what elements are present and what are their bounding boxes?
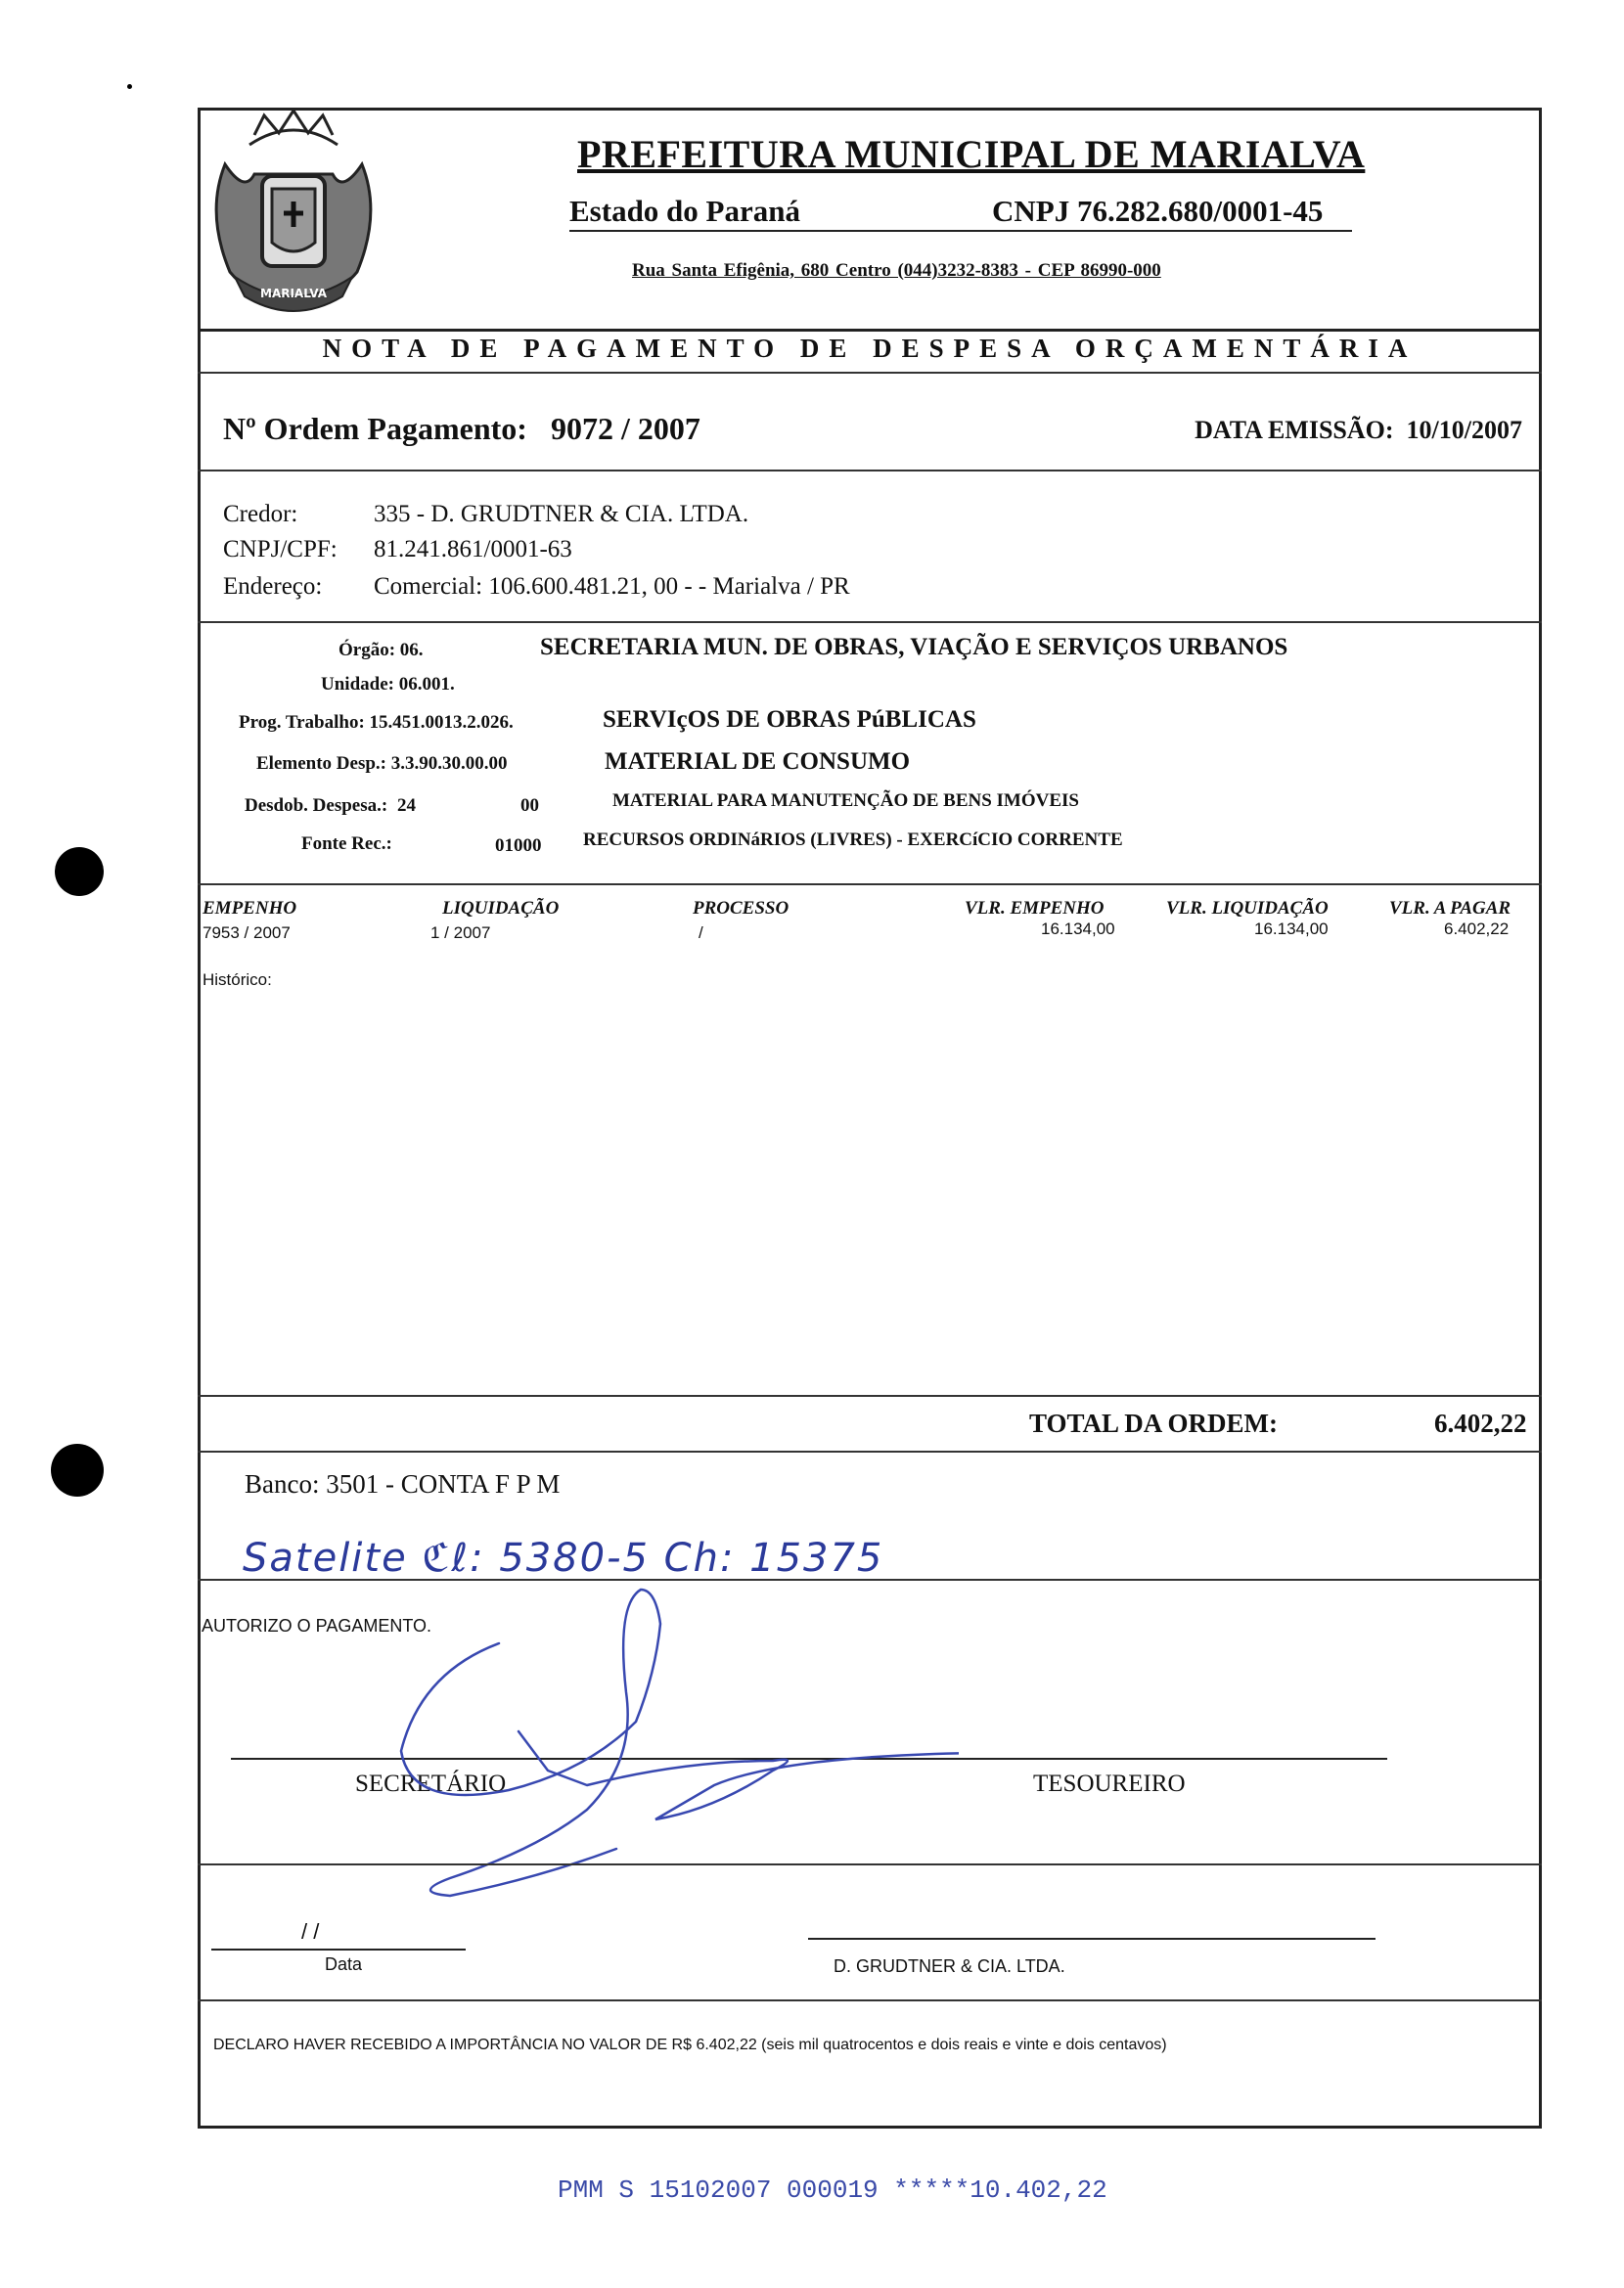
page-title: PREFEITURA MUNICIPAL DE MARIALVA xyxy=(577,132,1366,176)
cell-vlr-empenho: 16.134,00 xyxy=(1041,920,1115,938)
state-name: Estado do Paraná xyxy=(569,194,800,228)
cnpj-label: CNPJ/CPF: xyxy=(223,536,338,562)
historico-label: Histórico: xyxy=(203,970,272,989)
form-title: NOTA DE PAGAMENTO DE DESPESA ORÇAMENTÁRIA xyxy=(322,334,1418,363)
cnpj-value: 81.241.861/0001-63 xyxy=(374,536,572,562)
cell-liquidacao: 1 / 2007 xyxy=(430,923,491,942)
cell-empenho: 7953 / 2007 xyxy=(203,923,291,942)
secretario-label: SECRETÁRIO xyxy=(355,1771,507,1797)
punch-hole-top xyxy=(55,847,104,896)
handwritten-bank-note: Satelite ℭℓ: 5380-5 Ch: 15375 xyxy=(243,1536,884,1581)
desdob-code-1: 24 xyxy=(397,795,416,816)
fonte-name: RECURSOS ORDINáRIOS (LIVRES) - EXERCíCIO CORRENTE xyxy=(583,830,1123,850)
svg-text:MARIALVA: MARIALVA xyxy=(260,287,327,300)
receipt-declaration: DECLARO HAVER RECEBIDO A IMPORTÂNCIA NO VALOR DE R$ 6.402,22 (seis mil quatrocentos e dois reais e vinte e dois centavos) xyxy=(213,2037,1167,2053)
divider xyxy=(198,1999,1542,2001)
coat-of-arms-icon xyxy=(196,106,391,321)
col-header-processo: PROCESSO xyxy=(693,898,789,919)
endereco-value: Comercial: 106.600.481.21, 00 - - Marialva / PR xyxy=(374,573,850,600)
col-header-liquidacao: LIQUIDAÇÃO xyxy=(442,898,560,919)
municipality-address: Rua Santa Efigênia, 680 Centro (044)3232-8383 - CEP 86990-000 xyxy=(632,260,1161,281)
fonte-label: Fonte Rec.: xyxy=(301,833,392,854)
desdob-label: Desdob. Despesa.: xyxy=(245,795,388,816)
fonte-code: 01000 xyxy=(495,835,542,856)
cell-vlr-a-pagar: 6.402,22 xyxy=(1444,920,1510,938)
divider xyxy=(198,372,1542,374)
divider xyxy=(198,1395,1542,1397)
bank-label: Banco: 3501 - CONTA F P M xyxy=(245,1469,561,1499)
order-number: 9072 / 2007 xyxy=(550,411,700,446)
tesoureiro-label: TESOUREIRO xyxy=(1033,1771,1186,1797)
state-underline xyxy=(569,230,1352,232)
unidade-label: Unidade: 06.001. xyxy=(321,674,455,695)
divider xyxy=(198,470,1542,471)
credor-value: 335 - D. GRUDTNER & CIA. LTDA. xyxy=(374,501,749,527)
punch-hole-bottom xyxy=(51,1444,104,1497)
orgao-label: Órgão: 06. xyxy=(338,640,424,660)
col-header-empenho: EMPENHO xyxy=(203,898,297,919)
elemento-name: MATERIAL DE CONSUMO xyxy=(605,748,911,775)
signature-scribble xyxy=(391,1585,959,1907)
desdob-name: MATERIAL PARA MANUTENÇÃO DE BENS IMÓVEIS xyxy=(612,790,1079,811)
cell-vlr-liquidacao: 16.134,00 xyxy=(1254,920,1329,938)
company-signature-line xyxy=(808,1938,1376,1940)
col-header-vlr-empenho: VLR. EMPENHO xyxy=(965,898,1105,919)
elemento-label: Elemento Desp.: 3.3.90.30.00.00 xyxy=(256,753,508,774)
col-header-vlr-a-pagar: VLR. A PAGAR xyxy=(1389,898,1511,919)
prog-label: Prog. Trabalho: 15.451.0013.2.026. xyxy=(239,712,514,733)
orgao-name: SECRETARIA MUN. DE OBRAS, VIAÇÃO E SERVIÇOS URBANOS xyxy=(540,634,1288,660)
divider xyxy=(198,621,1542,623)
date-label: Data xyxy=(325,1954,363,1974)
total-label: TOTAL DA ORDEM: xyxy=(1029,1409,1279,1438)
divider xyxy=(198,1579,1542,1581)
prog-name: SERVIçOS DE OBRAS PúBLICAS xyxy=(603,706,976,733)
date-line xyxy=(211,1949,466,1951)
issue-date-value: 10/10/2007 xyxy=(1406,416,1522,444)
divider xyxy=(198,1863,1542,1865)
total-value: 6.402,22 xyxy=(1434,1409,1527,1438)
scan-speck xyxy=(127,84,132,89)
municipality-cnpj: CNPJ 76.282.680/0001-45 xyxy=(992,194,1324,228)
desdob-code-2: 00 xyxy=(520,795,539,816)
bank-stamp: PMM S 15102007 000019 *****10.402,22 xyxy=(558,2176,1107,2205)
authorize-label: AUTORIZO O PAGAMENTO. xyxy=(202,1616,432,1636)
company-name: D. GRUDTNER & CIA. LTDA. xyxy=(834,1956,1065,1976)
endereco-label: Endereço: xyxy=(223,573,323,600)
divider xyxy=(198,329,1542,332)
date-slashes: / / xyxy=(301,1919,320,1944)
col-header-vlr-liquidacao: VLR. LIQUIDAÇÃO xyxy=(1166,898,1329,919)
credor-label: Credor: xyxy=(223,501,298,527)
cell-processo: / xyxy=(699,923,703,942)
divider xyxy=(198,883,1542,885)
divider xyxy=(198,1451,1542,1453)
issue-date: DATA EMISSÃO: 10/10/2007 xyxy=(1195,416,1522,444)
order-label: Nº Ordem Pagamento: 9072 / 2007 xyxy=(223,411,700,446)
